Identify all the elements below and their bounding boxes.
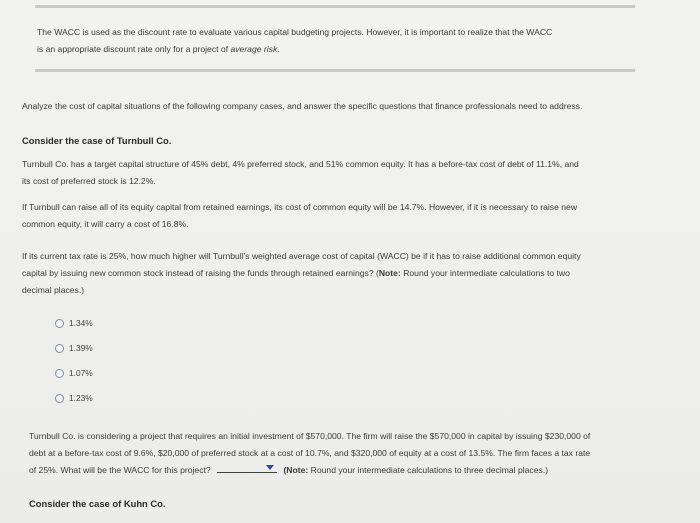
wacc-answer-dropdown[interactable]	[217, 462, 277, 473]
question-1-line-2-prefix: capital by issuing new common stock instead of raising the funds through retained earnings? (	[22, 268, 379, 278]
question-1-line-1: If its current tax rate is 25%, how much higher will Turnbull's weighted average cost of capital (WACC) be if it has to raise additional common equity	[22, 251, 581, 261]
question-1-line-2	[22, 265, 570, 282]
question-2-note-label: (Note:	[283, 465, 309, 475]
intro-divider	[35, 69, 635, 72]
radio-button[interactable]	[55, 319, 64, 328]
answer-option-label: 1.23%	[69, 393, 93, 403]
radio-button[interactable]	[55, 394, 64, 403]
radio-button[interactable]	[55, 369, 64, 378]
case1-paragraph-2-line-1: If Turnbull can raise all of its equity capital from retained earnings, its cost of common equity will be 14.7%. However, if it is necessary to raise new	[22, 202, 578, 212]
intro-line-2-suffix: .	[277, 44, 280, 54]
question-2-line-1: Turnbull Co. is considering a project that requires an initial investment of $570,000. The firm will raise the $570,000 in capital by issuing $230,000 of	[29, 431, 591, 441]
case1-paragraph-2-line-2: common equity, it will carry a cost of 16.8%.	[22, 219, 189, 229]
question-1-line-2-suffix: Round your intermediate calculations to two	[400, 268, 570, 278]
answer-option-2[interactable]	[55, 341, 93, 355]
top-divider	[35, 5, 635, 8]
instructions: Analyze the cost of capital situations of the following company cases, and answer the specific questions that finance professionals need to address.	[22, 101, 583, 111]
question-2-note-text: Round your intermediate calculations to three decimal places.)	[308, 465, 549, 475]
answer-option-4[interactable]	[55, 391, 93, 405]
radio-button[interactable]	[55, 344, 64, 353]
question-1-line-3: decimal places.)	[22, 285, 85, 295]
case1-heading: Consider the case of Turnbull Co.	[22, 135, 172, 146]
answer-option-label: 1.07%	[69, 368, 93, 378]
answer-option-label: 1.34%	[69, 318, 93, 328]
intro-line-2	[37, 41, 280, 58]
case1-paragraph-1-line-2: its cost of preferred stock is 12.2%.	[22, 176, 156, 186]
intro-line-2-prefix: is an appropriate discount rate only for a project of	[37, 44, 231, 54]
question-2-line-3	[29, 462, 548, 479]
intro-emphasis: average risk	[230, 44, 278, 54]
question-2-line-2: debt at a before-tax cost of 9.6%, $20,000 of preferred stock at a cost of 10.7%, and $320,000 of equity at a cost of 13.5%. The firm faces a tax rate	[29, 448, 591, 458]
question-1-note-label: Note:	[378, 268, 401, 278]
answer-option-label: 1.39%	[69, 343, 93, 353]
question-2-line-3-prefix: of 25%. What will be the WACC for this project?	[29, 465, 211, 475]
case1-paragraph-1-line-1: Turnbull Co. has a target capital structure of 45% debt, 4% preferred stock, and 51% common equity. It has a before-tax cost of debt of 11.1%, and	[22, 159, 579, 169]
answer-option-1[interactable]	[55, 316, 93, 330]
intro-line-1: The WACC is used as the discount rate to evaluate various capital budgeting projects. However, it is important to realize that the WACC	[37, 27, 553, 37]
case2-heading: Consider the case of Kuhn Co.	[29, 498, 166, 509]
answer-option-3[interactable]	[55, 366, 93, 380]
chevron-down-icon[interactable]	[266, 465, 274, 470]
